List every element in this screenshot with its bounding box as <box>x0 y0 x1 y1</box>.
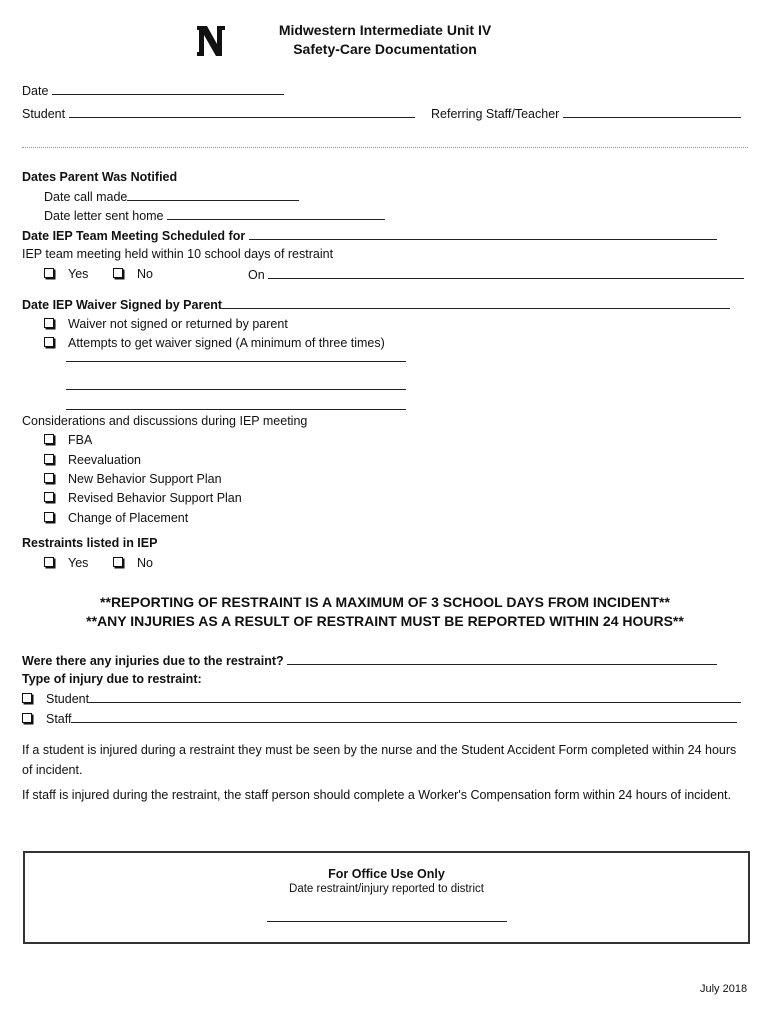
checkbox-icon[interactable] <box>44 512 54 522</box>
letter-sent-field[interactable] <box>44 208 385 223</box>
iep-no-option[interactable] <box>113 267 153 281</box>
letter-sent-label: Date letter sent home <box>44 209 164 223</box>
waiver-not-signed-option[interactable] <box>44 317 288 331</box>
checkbox-icon[interactable] <box>44 454 54 464</box>
checkbox-icon[interactable] <box>113 557 123 567</box>
checkbox-icon[interactable] <box>44 318 54 328</box>
consideration-revised-bsp[interactable] <box>44 491 242 505</box>
iep-meeting-line[interactable] <box>249 228 717 240</box>
injury-type-heading: Type of injury due to restraint: <box>22 672 202 686</box>
consideration-label: Reevaluation <box>68 453 141 467</box>
waiver-line[interactable] <box>222 297 730 309</box>
checkbox-icon[interactable] <box>22 713 32 723</box>
injuries-line[interactable] <box>287 653 717 665</box>
considerations-heading: Considerations and discussions during IEP meeting <box>22 414 308 428</box>
waiver-not-signed-label: Waiver not signed or returned by parent <box>68 317 288 331</box>
office-use-heading: For Office Use Only <box>328 867 445 881</box>
dotted-divider <box>22 147 748 148</box>
call-made-line[interactable] <box>127 189 299 201</box>
yes-label: Yes <box>68 267 89 281</box>
office-use-subheading: Date restraint/injury reported to district <box>289 883 484 895</box>
injury-staff-line[interactable] <box>71 711 737 723</box>
consideration-change-placement[interactable] <box>44 511 188 525</box>
iep-within-10-days-question: IEP team meeting held within 10 school days of restraint <box>22 247 334 261</box>
restraints-iep-heading: Restraints listed in IEP <box>22 536 158 550</box>
checkbox-icon[interactable] <box>44 473 54 483</box>
injuries-question: Were there any injuries due to the restraint? <box>22 654 284 668</box>
referring-staff-line[interactable] <box>563 106 741 118</box>
checkbox-icon[interactable] <box>44 557 54 567</box>
consideration-label: Revised Behavior Support Plan <box>68 491 242 505</box>
waiver-heading: Date IEP Waiver Signed by Parent <box>22 298 223 312</box>
office-date-line[interactable] <box>267 921 507 922</box>
staff-injury-instructions: If staff is injured during the restraint, the staff person should complete a Worker's Compensation form within 24 hours of incident. <box>22 788 732 802</box>
attempt-line-3[interactable] <box>66 398 406 410</box>
waiver-field[interactable] <box>22 297 730 312</box>
injury-notice: **ANY INJURIES AS A RESULT OF RESTRAINT MUST BE REPORTED WITHIN 24 HOURS** <box>86 613 684 629</box>
waiver-attempts-label: Attempts to get waiver signed (A minimum of three times) <box>68 336 385 350</box>
yes-label: Yes <box>68 556 89 570</box>
checkbox-icon[interactable] <box>22 693 32 703</box>
attempt-line-2[interactable] <box>66 378 406 390</box>
injuries-question-field[interactable] <box>22 653 717 668</box>
iep-meeting-heading: Date IEP Team Meeting Scheduled for <box>22 229 246 243</box>
restraints-no-option[interactable] <box>113 556 153 570</box>
call-made-field[interactable] <box>44 189 299 204</box>
iep-on-date-field[interactable] <box>248 267 744 282</box>
consideration-reevaluation[interactable] <box>44 453 141 467</box>
parent-notified-heading: Dates Parent Was Notified <box>22 170 178 184</box>
form-title: Midwestern Intermediate Unit IV <box>278 22 492 38</box>
injury-student-option[interactable] <box>22 691 741 706</box>
checkbox-icon[interactable] <box>44 434 54 444</box>
consideration-new-bsp[interactable] <box>44 472 222 486</box>
call-made-label: Date call made <box>44 190 128 204</box>
student-injury-instructions: If a student is injured during a restraint they must be seen by the nurse and the Student Accident Form completed within 24 hours of incident. <box>22 743 737 777</box>
letter-sent-line[interactable] <box>167 208 385 220</box>
restraints-yes-option[interactable] <box>44 556 88 570</box>
date-line[interactable] <box>52 83 284 95</box>
no-label: No <box>137 267 153 281</box>
student-field[interactable] <box>22 106 415 121</box>
checkbox-icon[interactable] <box>113 268 123 278</box>
attempt-line-1[interactable] <box>66 361 406 362</box>
staff-label: Staff <box>46 712 72 726</box>
waiver-attempts-option[interactable] <box>44 336 385 350</box>
no-label: No <box>137 556 153 570</box>
consideration-fba[interactable] <box>44 433 92 447</box>
date-label: Date <box>22 84 49 98</box>
reporting-notice: **REPORTING OF RESTRAINT IS A MAXIMUM OF 3 SCHOOL DAYS FROM INCIDENT** <box>100 594 670 610</box>
date-field[interactable] <box>22 83 284 98</box>
consideration-label: FBA <box>68 433 93 447</box>
checkbox-icon[interactable] <box>44 492 54 502</box>
consideration-label: Change of Placement <box>68 511 189 525</box>
miu-logo-icon <box>195 22 229 58</box>
on-label: On <box>248 268 265 282</box>
referring-staff-label: Referring Staff/Teacher <box>431 107 560 121</box>
consideration-label: New Behavior Support Plan <box>68 472 222 486</box>
student-label: Student <box>22 107 66 121</box>
checkbox-icon[interactable] <box>44 337 54 347</box>
revision-date: July 2018 <box>700 983 748 995</box>
student-label: Student <box>46 692 90 706</box>
iep-yes-option[interactable] <box>44 267 88 281</box>
office-use-box <box>23 851 750 944</box>
student-line[interactable] <box>69 106 415 118</box>
iep-meeting-field[interactable] <box>22 228 717 243</box>
injury-student-line[interactable] <box>89 691 741 703</box>
checkbox-icon[interactable] <box>44 268 54 278</box>
on-date-line[interactable] <box>268 267 744 279</box>
referring-staff-field[interactable] <box>431 106 741 121</box>
form-subtitle: Safety-Care Documentation <box>293 41 477 57</box>
injury-staff-option[interactable] <box>22 711 737 726</box>
